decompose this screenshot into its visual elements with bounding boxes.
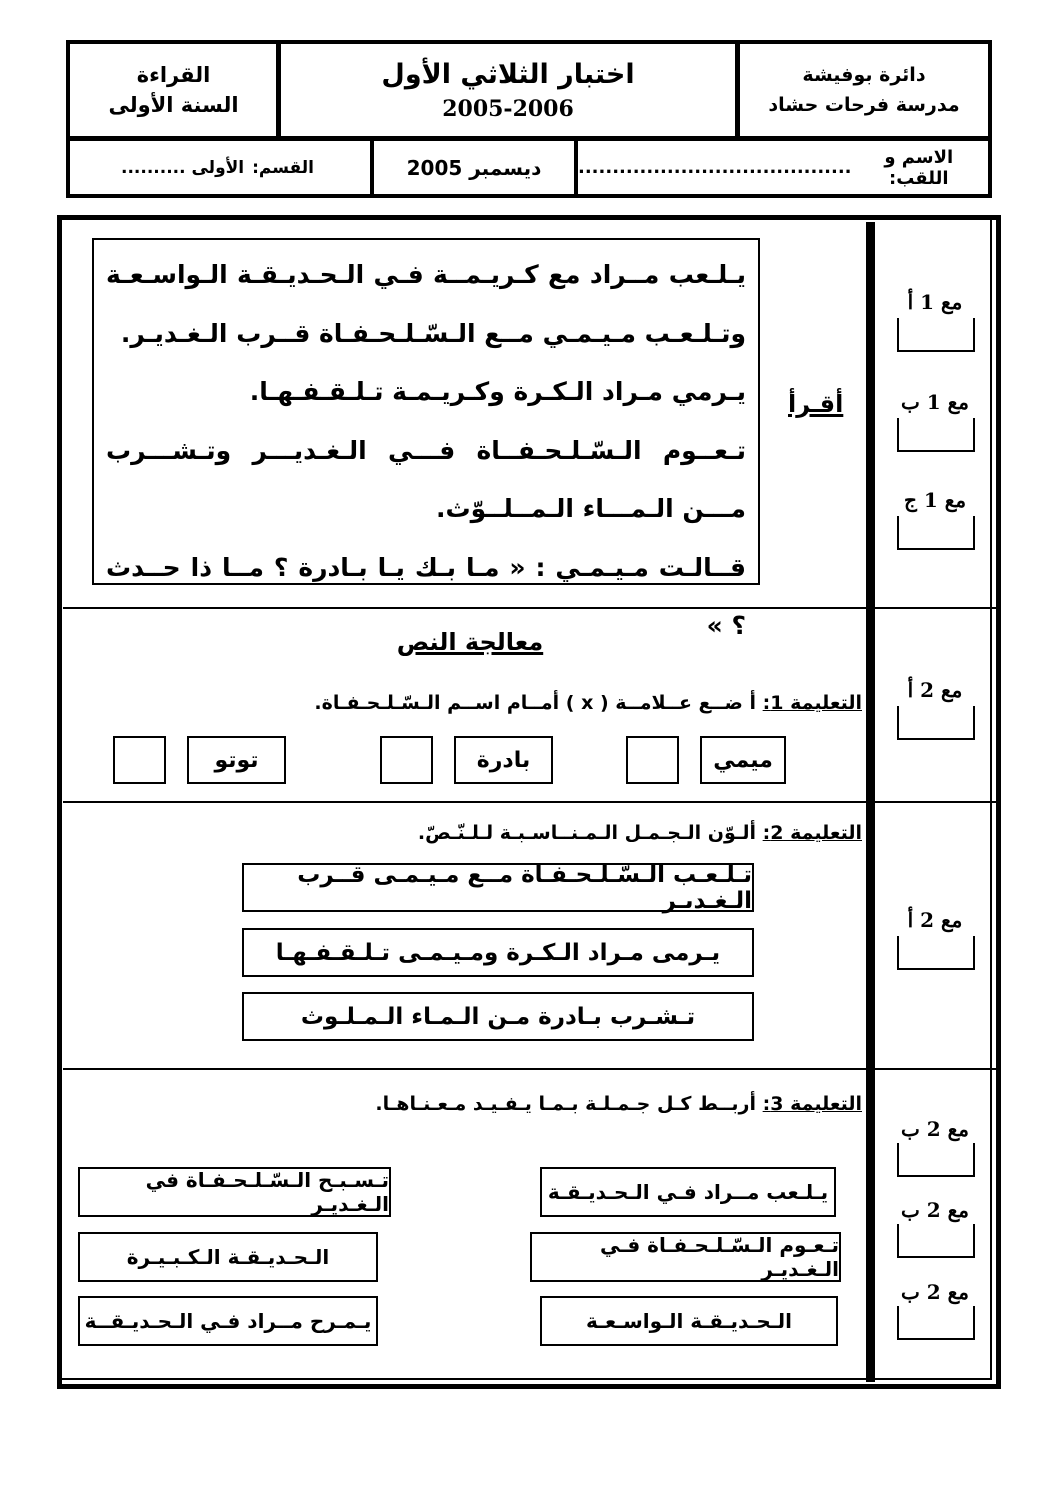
score-box[interactable] (897, 418, 975, 452)
score-box[interactable] (897, 706, 975, 740)
score-label: مع 2 ب (900, 1117, 970, 1141)
score-box[interactable] (897, 516, 975, 550)
score-box[interactable] (897, 936, 975, 970)
option-mimi: ميمي (700, 736, 786, 784)
match-right-item[interactable]: الـحـديـقـة الـواسـعـة (540, 1296, 838, 1346)
score-label: مع 2 ب (900, 1280, 970, 1304)
school-info (740, 44, 988, 136)
header-top-row (70, 44, 988, 141)
score-box[interactable] (897, 1224, 975, 1258)
name-label: الاسم و اللقب: (884, 146, 954, 189)
option-badra: بادرة (454, 736, 553, 784)
score-box[interactable] (897, 1306, 975, 1340)
task2-label: التعليمة 2: (762, 822, 862, 844)
subject-name: القراءة (136, 63, 211, 87)
section-divider (63, 801, 998, 803)
score-label: مع 2 أ (907, 908, 963, 932)
section-divider (63, 1068, 998, 1070)
task3-instruction (375, 1093, 862, 1115)
match-left-item[interactable]: الـحـديـقـة الـكـبـيـرة (78, 1232, 378, 1282)
header-bottom-row (70, 141, 988, 194)
task2-text: ألـوّن الـجـمـل الـمـنــاسـبـة لـلـنّـصّ. (417, 822, 757, 844)
sentence-box[interactable]: يـرمى مـراد الـكـرة ومـيـمـى تـلـقـفـهـا (242, 928, 754, 977)
school-year: 2005-2006 (442, 96, 574, 122)
sentence-box[interactable]: تـلـعـب الـسّـلـحـفـاة مــع مـيـمـى قــرب الـغـديـر (242, 863, 754, 912)
reading-passage (92, 238, 760, 640)
passage-paragraph: قــالـت مـيـمـي : « مـا بـك يـا بـادرة ؟ مــا ذا حــدث ؟ » (106, 552, 746, 640)
task1-label: التعليمة 1: (762, 692, 862, 714)
exam-title-block (281, 44, 735, 136)
passage-paragraph: تـعــوم الـسّـلـحـفــاة فـــي الـغـديـــر وتـشـــرب مـــن الـمـــاء الـمــلــوّث. (106, 435, 746, 523)
exam-header (66, 40, 992, 198)
match-right-item[interactable]: تـعـوم الـسّـلـحـفـاة فـي الـغـديـر (530, 1232, 841, 1282)
class-value[interactable]: الأولى .......... (120, 157, 245, 178)
class-label: القسم: (252, 157, 314, 178)
name-blank[interactable]: ........................................ (578, 157, 852, 178)
divider (735, 44, 740, 136)
task3-text: أربــط كـل جـمـلـة بـمـا يـفـيـد مـعـنـاهـا. (375, 1093, 757, 1115)
sentence-box[interactable]: تـشـرب بـادرة مـن الـمـاء الـمـلـوث (242, 992, 754, 1041)
score-label: مع 2 أ (907, 678, 963, 702)
task1-text: أ ضــع عــلامــة ( x ) أمــام اســم الـسّـلـحـفـاة. (314, 692, 757, 714)
section-title: معالجة النص (396, 628, 544, 656)
passage-paragraph: يـرمي مـراد الـكـرة وكـريـمـة تـلـقـفـهـا. (249, 377, 746, 406)
score-box[interactable] (897, 318, 975, 352)
task2-instruction (418, 822, 862, 844)
checkbox-toto[interactable] (113, 736, 166, 784)
read-heading: أقـرأ (788, 390, 844, 418)
score-label: مع 2 ب (900, 1198, 970, 1222)
student-name-field[interactable] (578, 141, 988, 194)
checkbox-badra[interactable] (380, 736, 433, 784)
score-label: مع 1 ج (903, 488, 967, 512)
task3-label: التعليمة 3: (762, 1093, 862, 1115)
match-left-item[interactable]: يـمـرح مــراد فـي الـحـديـقــة (78, 1296, 378, 1346)
score-label: مع 1 أ (907, 290, 963, 314)
divider (574, 141, 578, 194)
school-name: مدرسة فرحات حشاد (768, 94, 960, 116)
district-name: دائرة بوفيشة (802, 64, 926, 86)
divider (370, 141, 374, 194)
checkbox-mimi[interactable] (626, 736, 679, 784)
score-box[interactable] (897, 1143, 975, 1177)
exam-date: ديسمبر 2005 (406, 155, 542, 180)
grade-level: السنة الأولى (108, 93, 239, 117)
match-left-item[interactable]: تـسـبـح الـسّـلـحـفـاة في الـغـديـر (78, 1167, 391, 1217)
task1-instruction (314, 692, 862, 714)
score-label: مع 1 ب (900, 390, 970, 414)
class-field (70, 141, 370, 194)
subject-block (70, 44, 277, 136)
passage-paragraph: يـلـعب مــراد مع كـريـمــة فـي الـحـديـقـة الـواسـعـة وتـلـعـب مـيـمـي مــع الـسّـلـحـفـاة قــرب الـغـديـر. (106, 260, 746, 348)
option-toto: توتو (187, 736, 286, 784)
match-right-item[interactable]: يـلـعب مــراد فـي الـحـديـقـة (540, 1167, 836, 1217)
exam-title: اختبار الثلاثي الأول (381, 59, 635, 90)
